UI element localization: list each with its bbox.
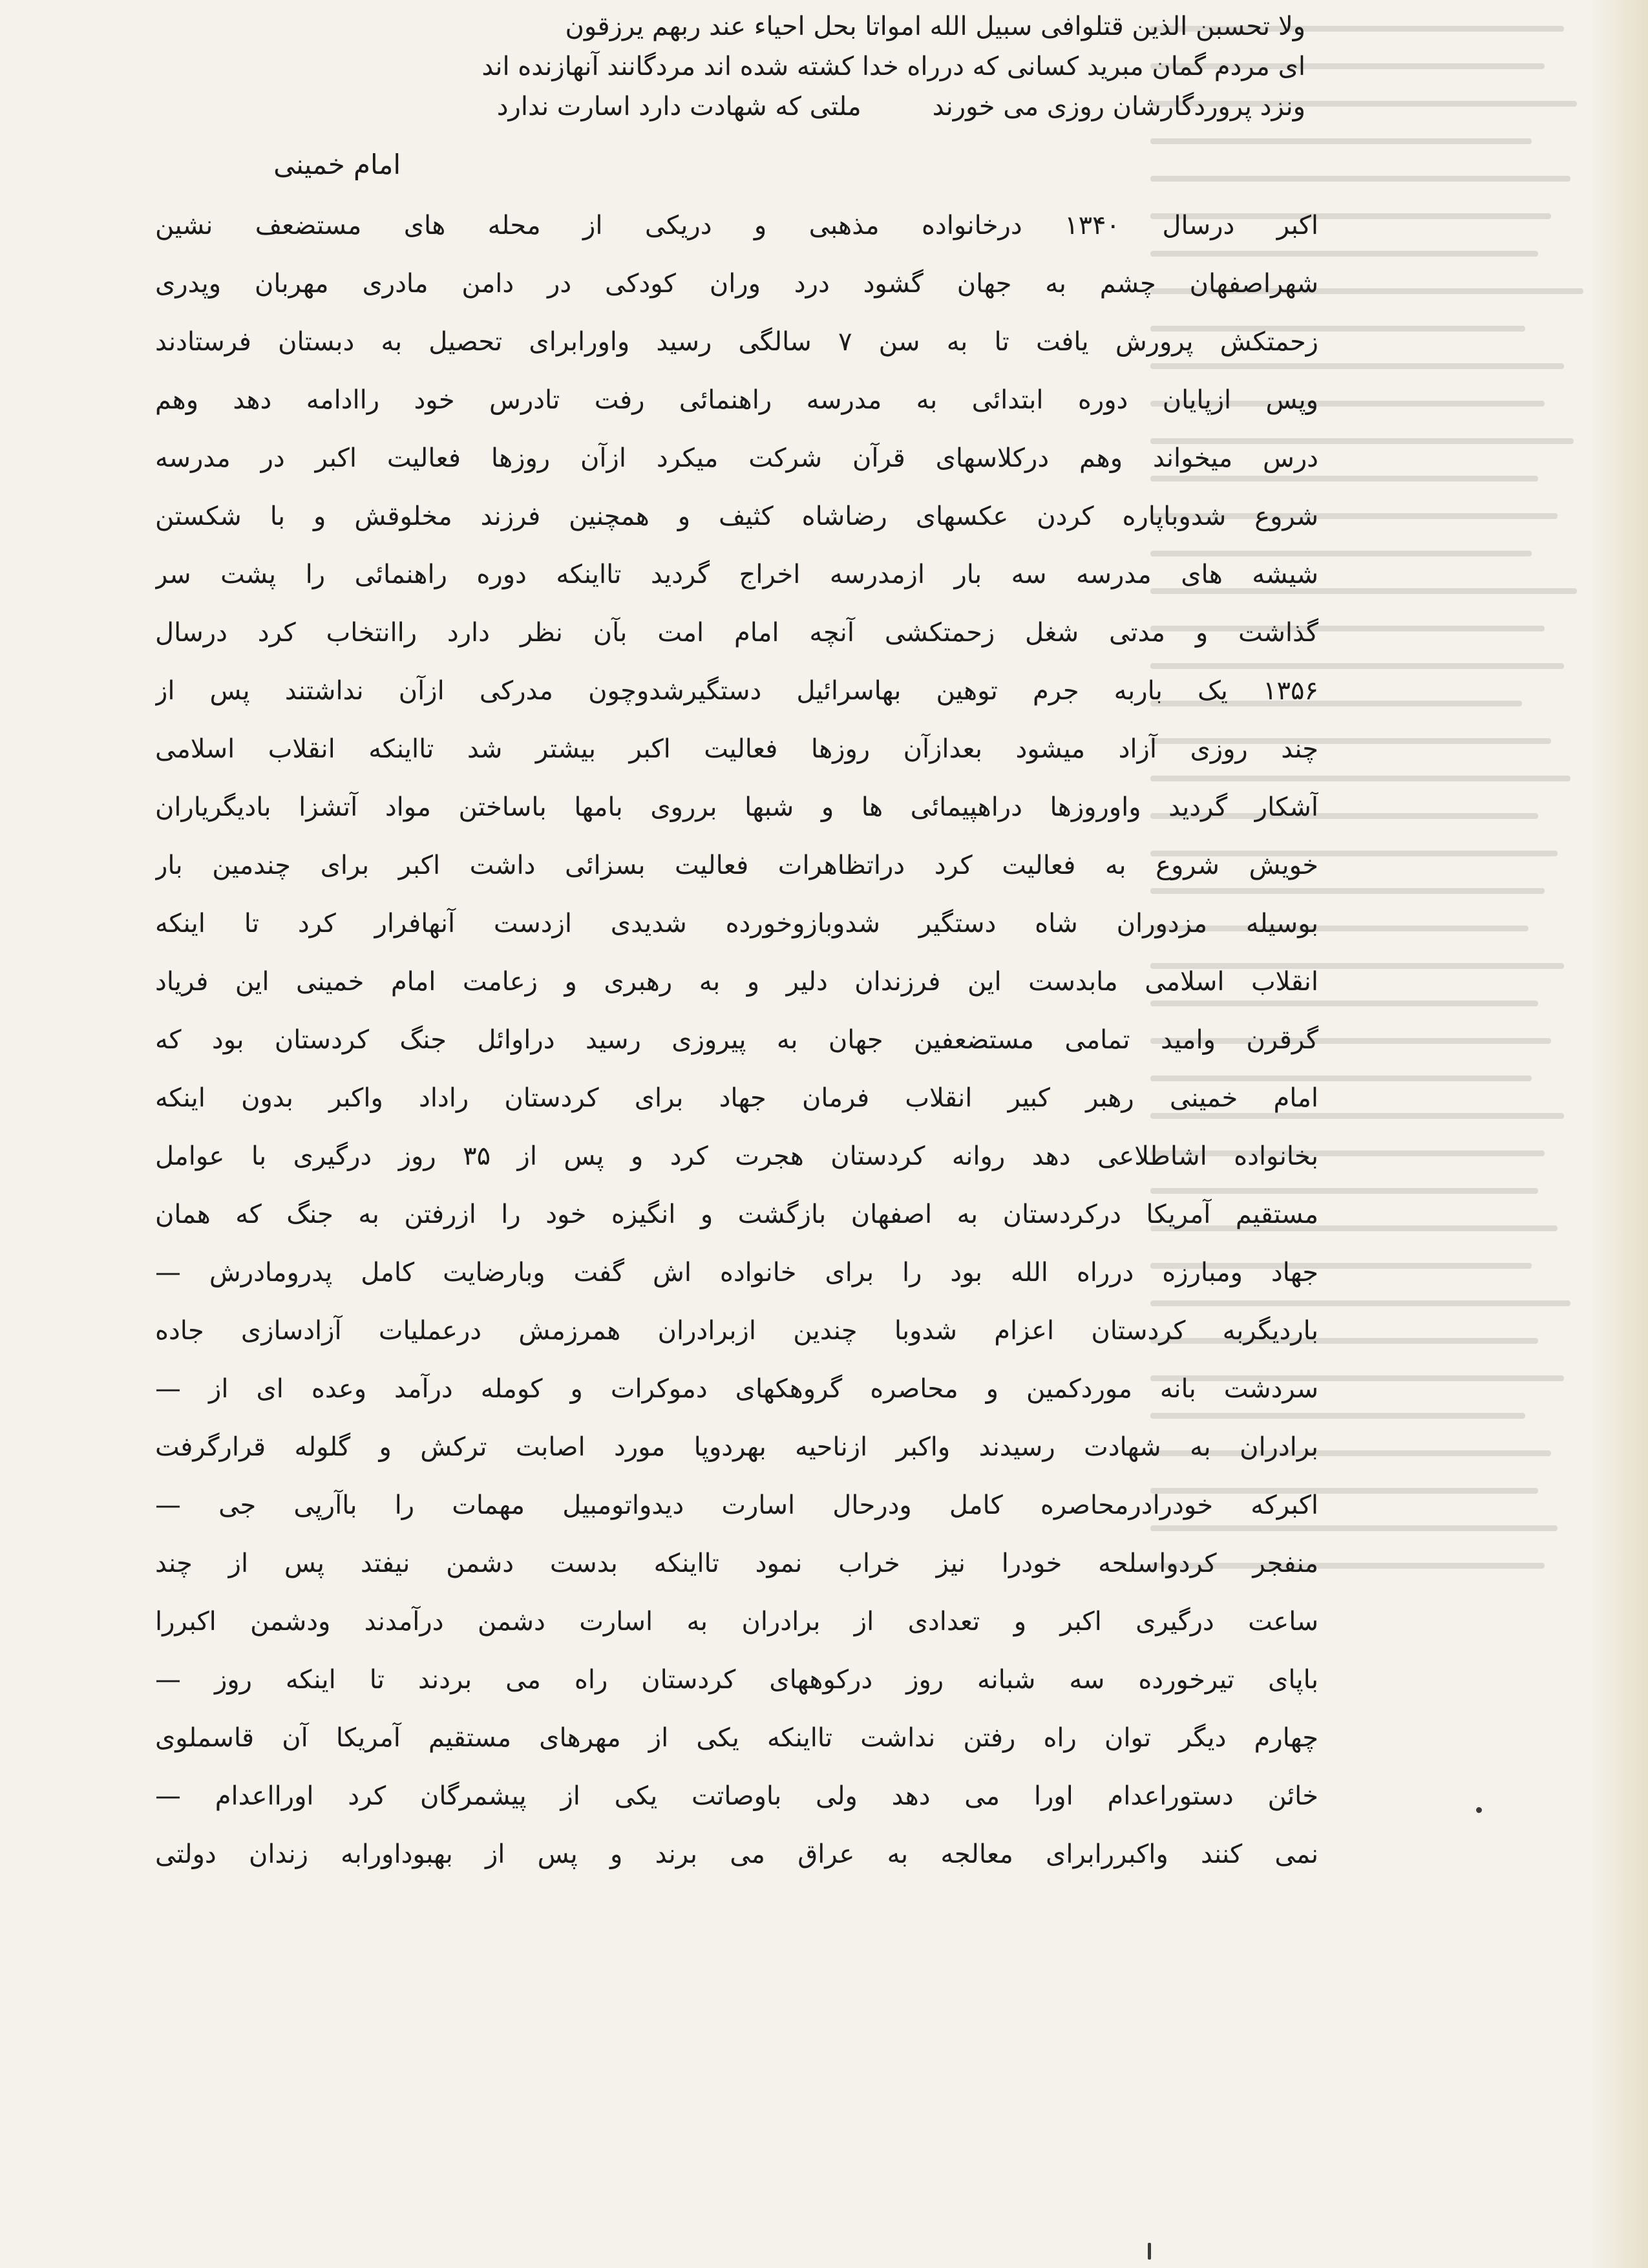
text-line: خویش شروع به فعالیت کرد دراتظاهرات فعالیت بسزائی داشت اکبر برای چندمین بار xyxy=(155,851,1318,880)
text-line: درس میخواند وهم درکلاسهای قرآن شرکت میکرد ازآن روزها فعالیت اکبر در مدرسه xyxy=(155,443,1318,473)
text-line: خائن دستوراعدام اورا می دهد ولی باوصاتت یکی از پیشمرگان کرد اورااعدام — xyxy=(155,1781,1318,1811)
document-body xyxy=(155,6,1318,2256)
text-line: اکبر درسال ۱۳۴۰ درخانواده مذهبی و دریکی از محله های مستضعف نشین xyxy=(155,211,1318,240)
text-line: باردیگربه کردستان اعزام شدوبا چندین ازبرادران همرزمش درعملیات آزادسازی جاده xyxy=(155,1316,1318,1346)
epigraph xyxy=(155,6,1318,185)
text-line: ۱۳۵۶ یک باربه جرم توهین بهاسرائیل دستگیرشدوچون مدرکی ازآن نداشتند پس از xyxy=(155,676,1318,706)
text-line: امام خمینی رهبر کبیر انقلاب فرمان جهاد برای کردستان راداد واکبر بدون اینکه xyxy=(155,1083,1318,1113)
text-line: شهراصفهان چشم به جهان گشود درد وران کودکی در دامن مادری مهربان وپدری xyxy=(155,269,1318,299)
text-line: گذاشت و مدتی شغل زحمتکشی آنچه امام امت بآن نظر دارد راانتخاب کرد درسال xyxy=(155,618,1318,648)
text-line: شروع شدوباپاره کردن عکسهای رضاشاه کثیف و همچنین فرزند مخلوقش و با شکستن xyxy=(155,502,1318,531)
text-line: آشکار گردید واوروزها دراهپیمائی ها و شبها برروی بامها باساختن مواد آتشزا بادیگریاران xyxy=(155,792,1318,822)
text-line: گرقرن وامید تمامی مستضعفین جهان به پیروزی رسید دراوائل جنگ کردستان بود که xyxy=(155,1025,1318,1055)
epigraph-quote: ملتی که شهادت دارد اسارت ندارد xyxy=(496,92,861,122)
biography-text xyxy=(155,196,1318,1883)
text-line: منفجر کردواسلحه خودرا نیز خراب نمود تااینکه بدست دشمن نیفتد پس از چند xyxy=(155,1549,1318,1578)
text-line: مستقیم آمریکا درکردستان به اصفهان بازگشت و انگیزه خود را ازرفتن به جنگ که همان xyxy=(155,1200,1318,1229)
text-line: سردشت بانه موردکمین و محاصره گروهکهای دموکرات و کومله درآمد وعده ای از — xyxy=(155,1374,1318,1404)
text-line: جهاد ومبارزه درراه الله بود را برای خانواده اش گفت وبارضایت کامل پدرومادرش — xyxy=(155,1258,1318,1288)
paper-speck xyxy=(1476,1807,1482,1813)
text-line: بوسیله مزدوران شاه دستگیر شدوبازوخورده شدیدی ازدست آنهافرار کرد تا اینکه xyxy=(155,909,1318,938)
text-line: وپس ازپایان دوره ابتدائی به مدرسه راهنمائی رفت تادرس خود راادامه دهد وهم xyxy=(155,385,1318,415)
epigraph-signature: امام خمینی xyxy=(273,149,401,180)
epigraph-translation-line-1: ای مردم گمان مبرید کسانی که درراه خدا کشته شده اند مردگانند آنهازنده اند xyxy=(481,52,1305,81)
epigraph-arabic-verse: ولا تحسبن الذین قتلوافی سبیل الله امواتا بحل احیاء عند ربهم یرزقون xyxy=(565,12,1305,41)
epigraph-translation-line-2: ونزد پروردگارشان روزی می خورند xyxy=(932,92,1305,122)
epigraph-split-line xyxy=(155,87,1318,127)
text-line: شیشه های مدرسه سه بار ازمدرسه اخراج گردید تااینکه دوره راهنمائی را پشت سر xyxy=(155,560,1318,589)
text-line: نمی کنند واکبررابرای معالجه به عراق می برند و پس از بهبوداورابه زندان دولتی xyxy=(155,1839,1318,1869)
text-line: چند روزی آزاد میشود بعدازآن روزها فعالیت اکبر بیشتر شد تااینکه انقلاب اسلامی xyxy=(155,734,1318,764)
text-line: انقلاب اسلامی مابدست این فرزندان دلیر و به رهبری و زعامت امام خمینی این فریاد xyxy=(155,967,1318,997)
paper-speck xyxy=(1148,2243,1151,2260)
text-line: ساعت درگیری اکبر و تعدادی از برادران به اسارت دشمن درآمدند ودشمن اکبررا xyxy=(155,1607,1318,1637)
text-line: چهارم دیگر توان راه رفتن نداشت تااینکه یکی از مهرهای مستقیم آمریکا آن قاسملوی xyxy=(155,1723,1318,1753)
text-line: برادران به شهادت رسیدند واکبر ازناحیه بهردوپا مورد اصابت ترکش و گلوله قرارگرفت xyxy=(155,1432,1318,1462)
text-line: اکبرکه خودرادرمحاصره کامل ودرحال اسارت دیدواتومبیل مهمات را باآرپی جی — xyxy=(155,1490,1318,1520)
text-line: بخانواده اشاطلاعی دهد روانه کردستان هجرت کرد و پس از ۳۵ روز درگیری با عوامل xyxy=(155,1141,1318,1171)
text-line: زحمتکش پرورش یافت تا به سن ۷ سالگی رسید واورابرای تحصیل به دبستان فرستادند xyxy=(155,327,1318,357)
text-line: باپای تیرخورده سه شبانه روز درکوههای کردستان راه می بردند تا اینکه روز — xyxy=(155,1665,1318,1695)
